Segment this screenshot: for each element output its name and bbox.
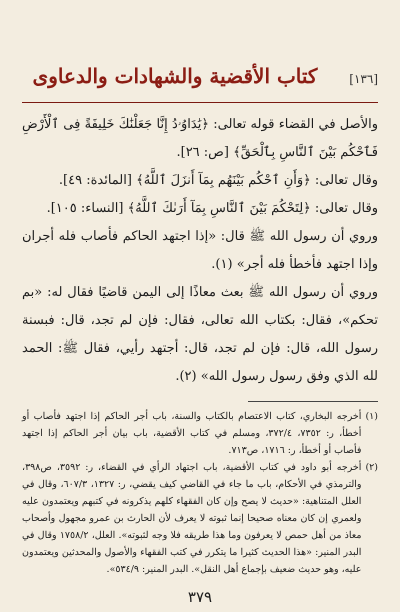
footnotes xyxy=(22,408,378,578)
paragraph-hadith-1: وروي أن رسول الله ﷺ قال: «إذا اجتهد الحاكم فأصاب فله أجران وإذا اجتهد فأخطأ فله أجر» (١). xyxy=(22,229,378,272)
paragraph-hadith-2: وروي أن رسول الله ﷺ بعث معاذًا إلى اليمن قاضيًا فقال له: «بم تحكم»، فقال: بكتاب الله تعالى، فقال: فإن لم تجد، قال: فبسنة رسول الله، قال: فإن لم تجد، قال: أجتهد رأيي، فقال ﷺ: الحمد لله الذي وفق رسول رسول الله» (٢). xyxy=(22,285,378,384)
paragraph-verse-2: وقال تعالى: ﴿وَأَنِ ٱحْكُم بَيْنَهُم بِمَآ أَنزَلَ ٱللَّهُ﴾ [المائدة: ٤٩]. xyxy=(58,173,378,188)
footnote-number: (٢) xyxy=(365,462,378,473)
paragraph-verse-3: وقال تعالى: ﴿لِتَحْكُمَ بَيْنَ ٱلنَّاسِ بِمَآ أَرَىٰكَ ٱللَّهُ﴾ [النساء: ١٠٥]. xyxy=(46,201,378,216)
footnote-text: أخرجه البخاري، كتاب الاعتصام بالكتاب والسنة، باب أجر الحاكم إذا اجتهد فأصاب أو أخطأ، ر: ٧٣٥٢، ٣٧٢/٤، ومسلم في كتاب الأقضية، باب بيان أجر الحاكم إذا اجتهد فأصاب أو أخطأ، ر: ١٧١٦، ص٧١٣. xyxy=(22,411,362,456)
page-reference: [١٣٦] xyxy=(349,72,378,86)
footnote-number: (١) xyxy=(365,411,378,422)
chapter-title: كتاب الأقضية والشهادات والدعاوى xyxy=(32,64,318,88)
main-text xyxy=(22,111,378,391)
footnote-text: أخرجه أبو داود في كتاب الأقضية، باب اجتهاد الرأي في القضاء، ر: ٣٥٩٢، ص٣٩٨، والترمذي في الأحكام، باب ما جاء في القاضي كيف يقضي، ر: ١٣٢٧، ٦٠٧/٣، وقال في العلل المتناهية: «حديث لا يصح وإن كان الفقهاء كلهم يذكرونه في كتبهم ويعتمدون عليه ولعمري إن كان معناه صحيحا إنما ثبوته لا يعرف لأن الحارث بن عمرو مجهول وأصحاب معاذ من أهل حمص لا يعرفون وما هذا طريقه فلا وجه لثبوته». العلل، ١٧٥٨/٢ وقال في البدر المنير: «هذا الحديث كثيرا ما يتكرر في كتب الفقهاء والأصول والمحدثين ويعتمدون عليه، وهو حديث ضعيف بإجماع أهل النقل». البدر المنير: ٥٣٤/٩». xyxy=(22,462,362,575)
footnote-2 xyxy=(22,459,378,578)
paragraph-intro: والأصل في القضاء قوله تعالى: ﴿يَٰدَاوُۥدُ إِنَّا جَعَلْنَٰكَ خَلِيفَةً فِى ٱلْأَرْضِ فَٱحْكُم بَيْنَ ٱلنَّاسِ بِٱلْحَقِّ﴾ [ص: ٢٦]. xyxy=(22,117,378,160)
footnote-1 xyxy=(22,408,378,459)
page-header xyxy=(22,62,378,103)
book-page xyxy=(22,62,378,582)
page-number: ٣٧٩ xyxy=(187,588,213,606)
footnote-divider xyxy=(248,401,378,402)
